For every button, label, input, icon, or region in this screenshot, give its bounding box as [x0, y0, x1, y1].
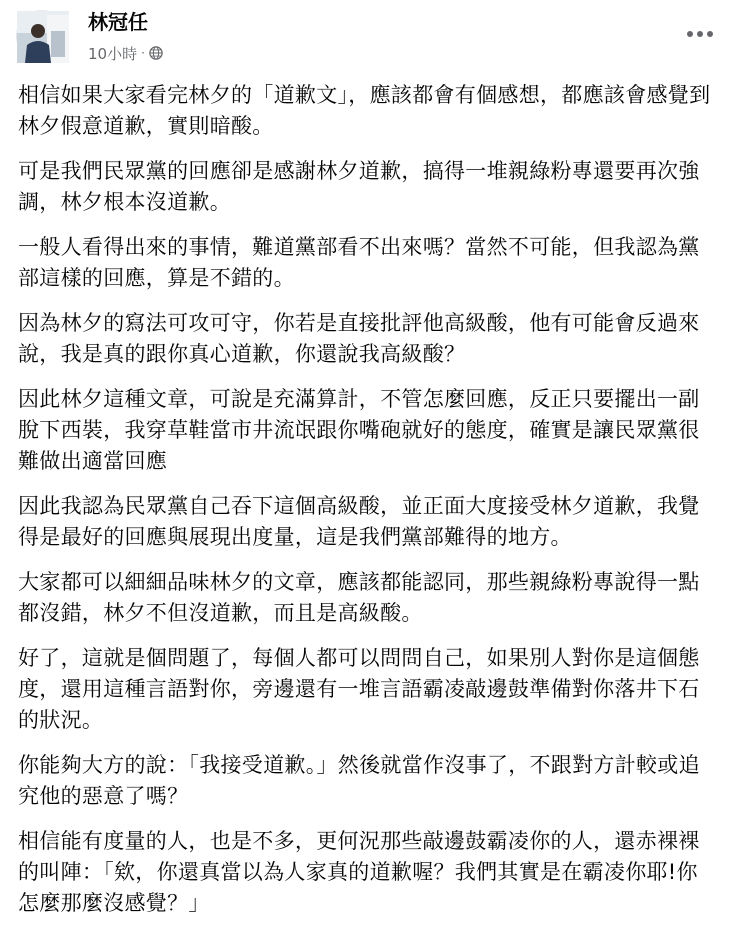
post-paragraph: 相信如果大家看完林夕的「道歉文」，應該都會有個感想，都應該會感覺到林夕假意道歉，實則暗酸。: [18, 83, 711, 138]
post-paragraph: 可是我們民眾黨的回應卻是感謝林夕道歉，搞得一堆親綠粉專還要再次強調，林夕根本沒道歉。: [18, 159, 700, 214]
more-options-icon[interactable]: [682, 22, 718, 46]
author-name[interactable]: 林冠任: [88, 10, 148, 34]
post-body: [18, 80, 718, 933]
avatar-photo-icon: [17, 11, 69, 63]
meta-separator: ·: [141, 46, 145, 60]
post-paragraph: 因為林夕的寫法可攻可守，你若是直接批評他高級酸，他有可能會反過來說，我是真的跟你真心道歉，你還說我高級酸？: [18, 311, 700, 366]
more-dot: [687, 31, 693, 37]
post-timestamp[interactable]: 10小時: [88, 44, 138, 63]
author-avatar[interactable]: [16, 10, 68, 62]
post-header: [0, 0, 732, 74]
post-paragraph: 好了，這就是個問題了，每個人都可以問問自己，如果別人對你是這個態度，還用這種言語對你，旁邊還有一堆言語霸凌敲邊鼓準備對你落井下石的狀況。: [18, 646, 700, 732]
post-paragraph: 因此林夕這種文章，可說是充滿算計，不管怎麼回應，反正只要擺出一副脫下西裝，我穿草鞋當市井流氓跟你嘴砲就好的態度，確實是讓民眾黨很難做出適當回應: [18, 387, 700, 473]
post-meta: [88, 42, 163, 64]
globe-icon[interactable]: [149, 46, 163, 60]
post-paragraph: 大家都可以細細品味林夕的文章，應該都能認同，那些親綠粉專說得一點都沒錯，林夕不但沒道歉，而且是高級酸。: [18, 570, 700, 625]
post-paragraph: 一般人看得出來的事情，難道黨部看不出來嗎？當然不可能，但我認為黨部這樣的回應，算是不錯的。: [18, 235, 700, 290]
post-paragraph: 你能夠大方的說：「我接受道歉。」然後就當作沒事了，不跟對方計較或追究他的惡意了嗎？: [18, 753, 700, 808]
more-dot: [697, 31, 703, 37]
more-dot: [707, 31, 713, 37]
post-paragraph: 相信能有度量的人，也是不多，更何況那些敲邊鼓霸凌你的人，還赤裸裸的叫陣：「欸，你還真當以為人家真的道歉喔？我們其實是在霸凌你耶!你怎麼那麼沒感覺？」: [18, 829, 700, 915]
post-paragraph: 因此我認為民眾黨自己吞下這個高級酸，並正面大度接受林夕道歉，我覺得是最好的回應與展現出度量，這是我們黨部難得的地方。: [18, 494, 700, 549]
